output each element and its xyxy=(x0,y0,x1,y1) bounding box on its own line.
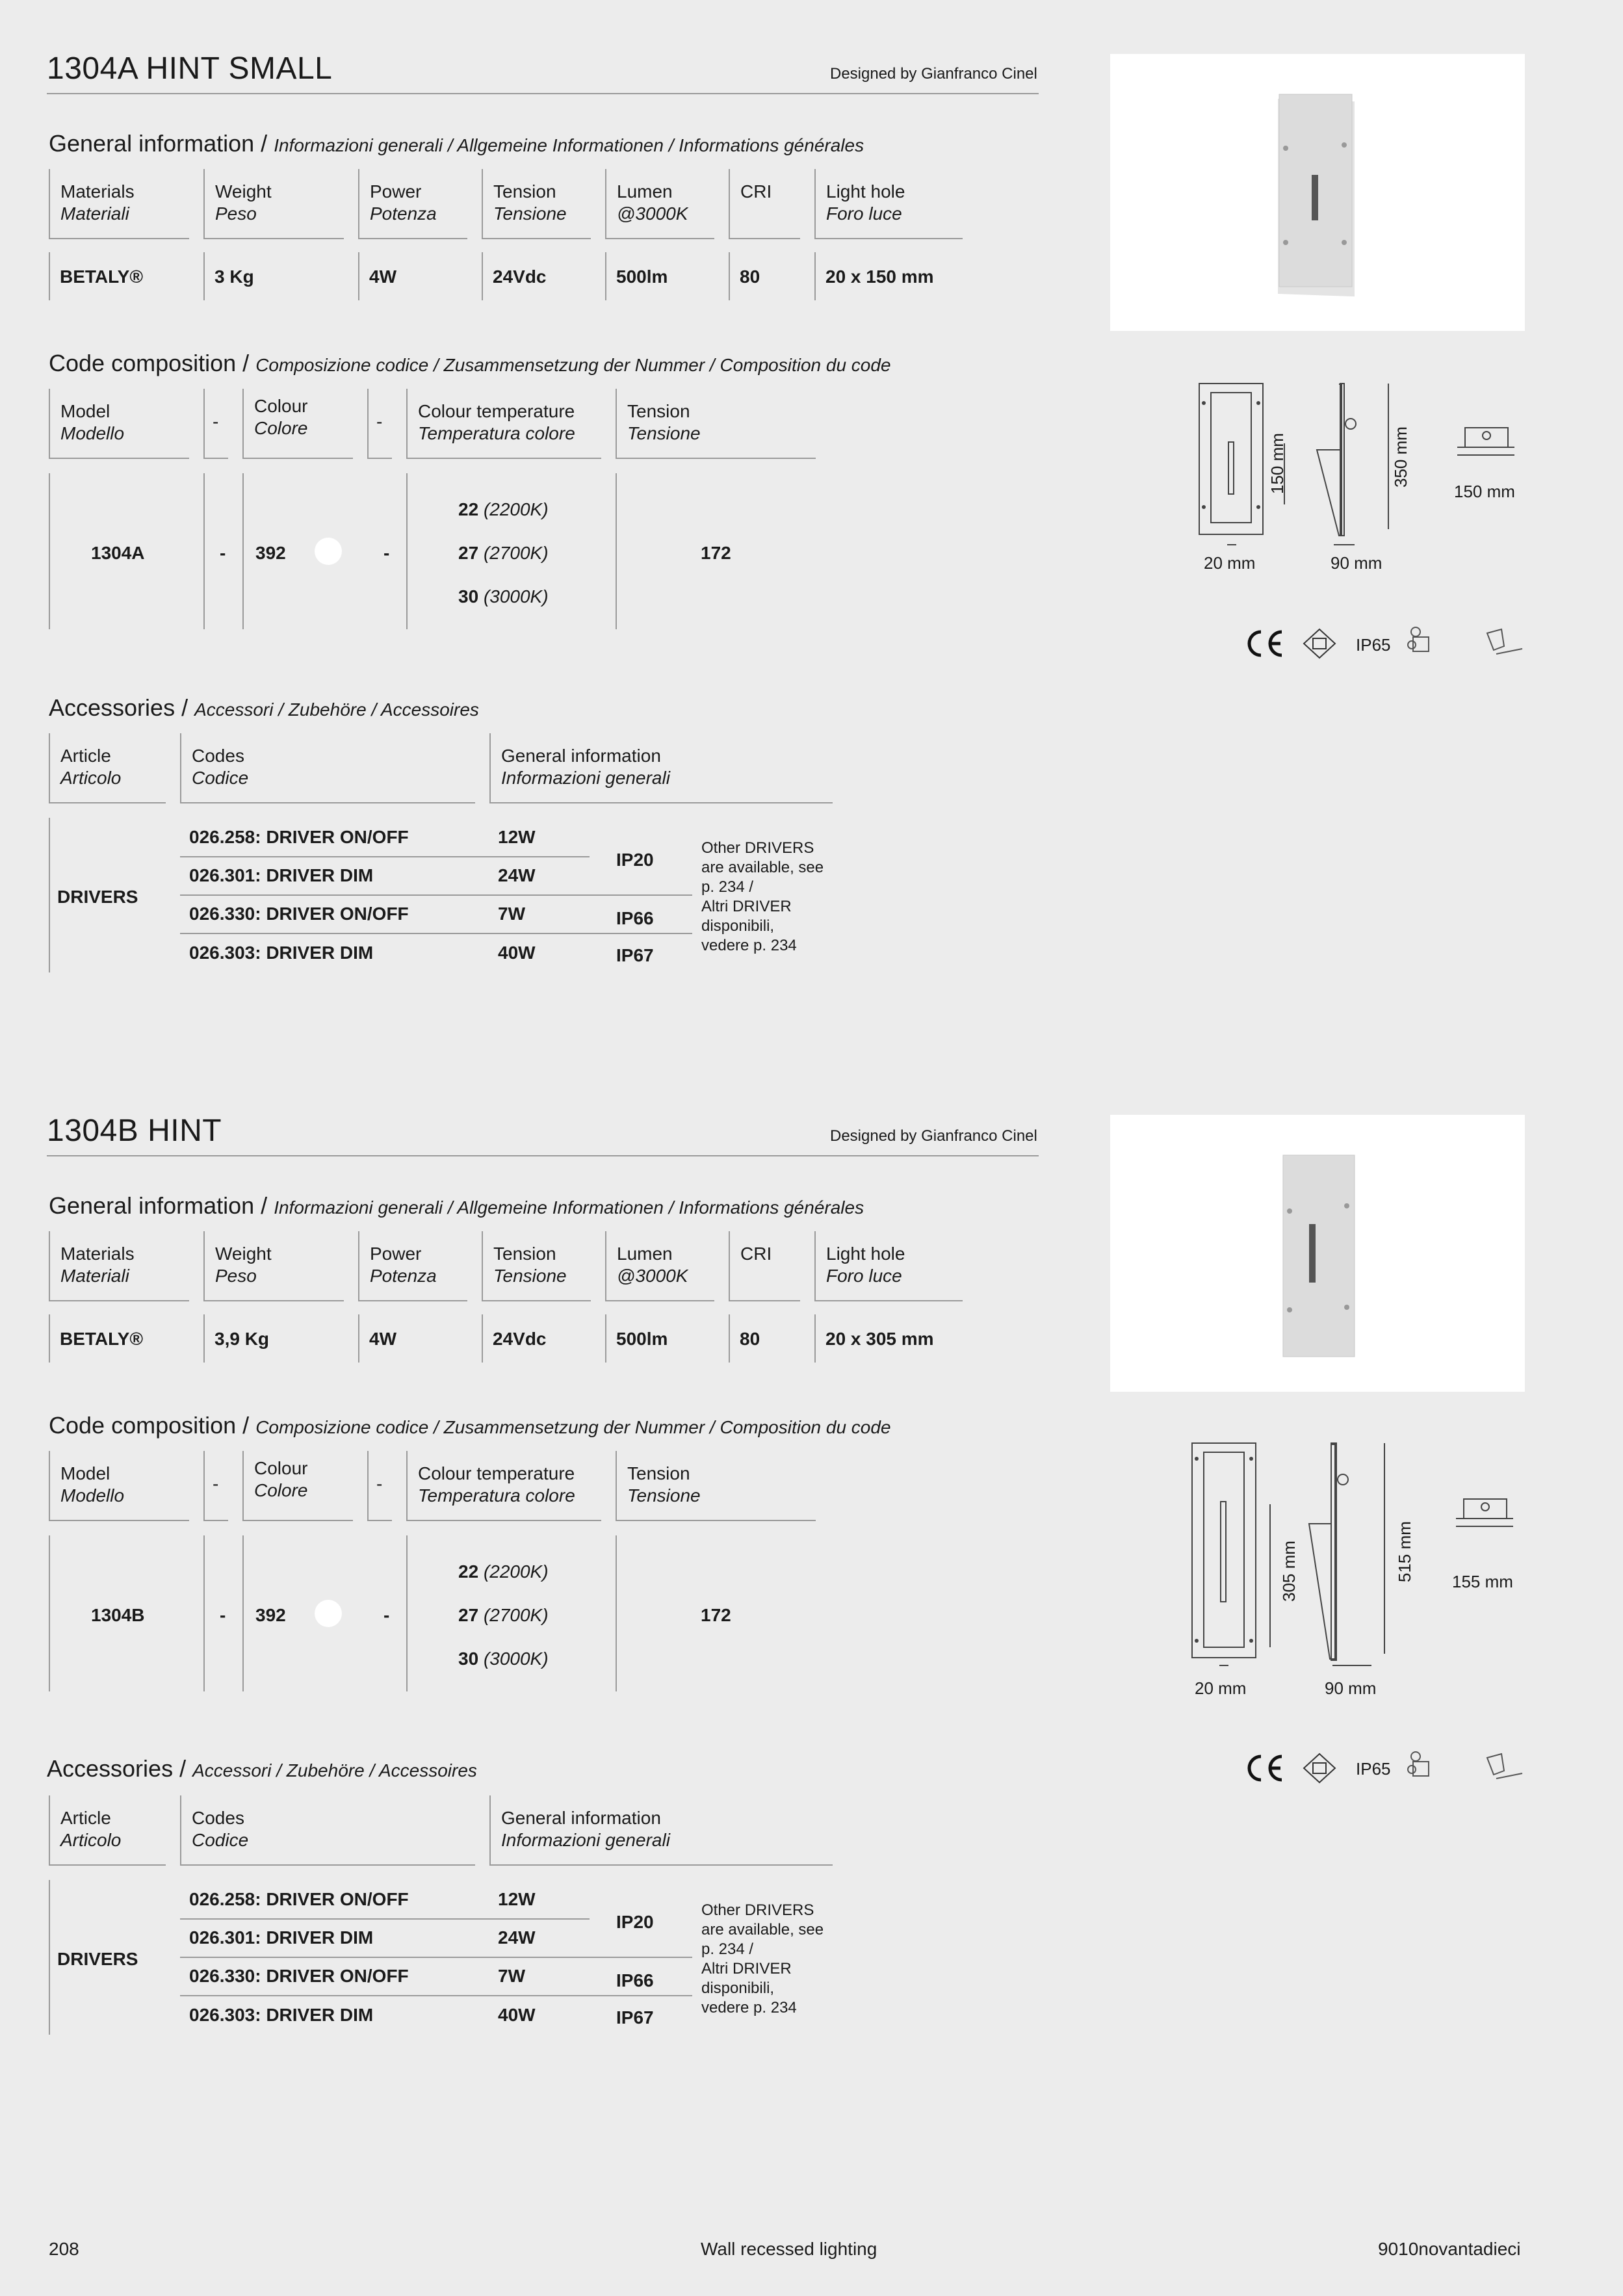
power-value: 4W xyxy=(369,1329,396,1349)
dimension-label: 20 mm xyxy=(1195,1678,1247,1698)
temp-option: 27 (2700K) xyxy=(458,1605,549,1625)
tension-code: 172 xyxy=(701,543,731,563)
ip-rating: IP66 xyxy=(616,1970,654,1990)
brand-name: 9010novantadieci xyxy=(1378,2239,1521,2259)
colour-code: 392 xyxy=(255,1605,286,1625)
accessory-article: DRIVERS xyxy=(57,887,138,907)
light-hole-value: 20 x 150 mm xyxy=(825,267,934,287)
cri-value: 80 xyxy=(740,267,760,287)
dimension-label: 150 mm xyxy=(1267,433,1287,494)
accessories-title: Accessories / Accessori / Zubehöre / Accessoires xyxy=(49,694,479,721)
colour-code: 392 xyxy=(255,543,286,563)
dimension-label: 20 mm xyxy=(1204,553,1256,573)
accessory-power: 24W xyxy=(498,865,536,885)
separator: - xyxy=(383,1605,390,1625)
product-photo xyxy=(1110,1115,1525,1392)
white-colour-swatch xyxy=(315,1600,342,1627)
product-photo xyxy=(1110,54,1525,331)
accessory-power: 40W xyxy=(498,2005,536,2025)
accessory-code: 026.301: DRIVER DIM xyxy=(189,1927,374,1948)
product-block-b: 1304B HINT Designed by Gianfranco Cinel General information / Informazioni generali / Allgemeine Informationen / Informations générales Materials Materiali Weight Peso Power Potenza Tension Tensione Lumen @3000K CRI Light hole Foro luce BETALY® 3,9 Kg 4W 24Vdc 500lm 80 20 x 305 mm Code composition / Composizione codice / Zusammensetzung der Nummer / Composition du code Model Modello - Colour Colore - Colour temperature Temperatura colore Tension Tensione 1304B - 392 - 22 (2200K) 27 (2700K) 30 (3000K) 172 Accessories / Accessori / Zubehöre / Accessoires Article Articolo Codes Codice General information Informazioni generali DRIVERS 026.258: DRIVER ON/OFF 12W 026.301: DRIVER DIM 24W 026.330: DRIVER ON/OFF 7W 026.303: DRIVER DIM 40W IP20 IP66 IP67 Other DRIVERS are available, see p. 234 / Altri DRIVER disponibili, vedere p. 234 20 mm 90 mm 155 mm 305 mm 515 mm IP65 xyxy=(0,1062,1623,2115)
separator: - xyxy=(220,1605,226,1625)
accessory-code: 026.330: DRIVER ON/OFF xyxy=(189,1966,409,1986)
dimension-label: 305 mm xyxy=(1279,1541,1299,1602)
tension-code: 172 xyxy=(701,1605,731,1625)
product-title: 1304A HINT SMALL xyxy=(47,51,333,86)
accessory-power: 40W xyxy=(498,943,536,963)
title-divider xyxy=(47,93,1039,94)
white-colour-swatch xyxy=(315,538,342,565)
cri-value: 80 xyxy=(740,1329,760,1349)
dimension-label: 150 mm xyxy=(1454,482,1515,501)
weight-value: 3 Kg xyxy=(214,267,254,287)
drivers-note: Other DRIVERS are available, see p. 234 / Altri DRIVER disponibili, vedere p. 234 xyxy=(701,1901,824,2016)
page-number: 208 xyxy=(49,2239,79,2259)
ip-rating: IP66 xyxy=(616,908,654,928)
separator: - xyxy=(220,543,226,563)
tension-value: 24Vdc xyxy=(493,1329,547,1349)
title-divider xyxy=(47,1155,1039,1156)
general-info-title: General information / Informazioni generali / Allgemeine Informationen / Informations générales xyxy=(49,1192,864,1219)
light-hole-value: 20 x 305 mm xyxy=(825,1329,934,1349)
temp-option: 22 (2200K) xyxy=(458,499,549,519)
code-composition-title: Code composition / Composizione codice / Zusammensetzung der Nummer / Composition du code xyxy=(49,350,891,376)
section-name: Wall recessed lighting xyxy=(701,2239,877,2259)
ip-rating: IP20 xyxy=(616,1912,654,1932)
model-code: 1304B xyxy=(91,1605,145,1625)
accessory-power: 7W xyxy=(498,904,525,924)
lumen-value: 500lm xyxy=(616,267,668,287)
accessory-power: 24W xyxy=(498,1927,536,1948)
drivers-note: Other DRIVERS are available, see p. 234 / Altri DRIVER disponibili, vedere p. 234 xyxy=(701,839,824,954)
accessory-code: 026.330: DRIVER ON/OFF xyxy=(189,904,409,924)
lumen-value: 500lm xyxy=(616,1329,668,1349)
temp-option: 27 (2700K) xyxy=(458,543,549,563)
ip-rating-label: IP65 xyxy=(1356,635,1391,655)
code-composition-title: Code composition / Composizione codice / Zusammensetzung der Nummer / Composition du code xyxy=(49,1412,891,1439)
dimension-label: 155 mm xyxy=(1452,1572,1513,1591)
model-code: 1304A xyxy=(91,543,145,563)
separator: - xyxy=(383,543,390,563)
ip-rating: IP20 xyxy=(616,850,654,870)
designer-credit: Designed by Gianfranco Cinel xyxy=(830,65,1037,83)
dimension-label: 90 mm xyxy=(1325,1678,1377,1698)
dimension-label: 515 mm xyxy=(1395,1521,1414,1582)
product-title: 1304B HINT xyxy=(47,1114,222,1148)
ip-rating-label: IP65 xyxy=(1356,1759,1391,1779)
accessories-title: Accessories / Accessori / Zubehöre / Accessoires xyxy=(47,1755,477,1782)
temp-option: 30 (3000K) xyxy=(458,1649,549,1669)
temp-option: 22 (2200K) xyxy=(458,1561,549,1582)
temp-option: 30 (3000K) xyxy=(458,586,549,607)
dimension-label: 350 mm xyxy=(1391,426,1410,488)
accessory-code: 026.303: DRIVER DIM xyxy=(189,2005,374,2025)
ip-rating: IP67 xyxy=(616,945,654,965)
accessory-power: 12W xyxy=(498,1889,536,1909)
product-block-a: 1304A HINT SMALL Designed by Gianfranco Cinel General information / Informazioni generali / Allgemeine Informationen / Informations générales Materials Materiali Weight Peso Power Potenza Tension Tensione Lumen @3000K CRI Light hole Foro luce BETALY® 3 Kg 4W 24Vdc 500lm 80 20 x 150 mm Code composition / Composizione codice / Zusammensetzung der Nummer / Composition du code Model Modello - Colour Colore - Colour temperature Temperatura colore Tension Tensione 1304A - 392 - 22 (2200K) 27 (2700K) 30 (3000K) 172 Accessories / Accessori / Zubehöre / Accessoires Article Articolo Codes Codice General information Informazioni generali DRIVERS 026.258: DRIVER ON/OFF 12W 026.301: DRIVER DIM 24W 026.330: DRIVER ON/OFF 7W 026.303: DRIVER DIM 40W IP20 IP66 IP67 Other DRIVERS are available, see p. 234 / Altri DRIVER disponibili, vedere p. 234 20 mm 90 mm 150 mm 150 mm 350 mm IP65 xyxy=(0,0,1623,1053)
accessory-article: DRIVERS xyxy=(57,1949,138,1969)
accessory-code: 026.303: DRIVER DIM xyxy=(189,943,374,963)
material-value: BETALY® xyxy=(60,267,143,287)
accessory-code: 026.301: DRIVER DIM xyxy=(189,865,374,885)
accessory-power: 7W xyxy=(498,1966,525,1986)
designer-credit: Designed by Gianfranco Cinel xyxy=(830,1127,1037,1145)
material-value: BETALY® xyxy=(60,1329,143,1349)
tension-value: 24Vdc xyxy=(493,267,547,287)
ip-rating: IP67 xyxy=(616,2007,654,2028)
general-info-title: General information / Informazioni generali / Allgemeine Informationen / Informations générales xyxy=(49,130,864,157)
accessory-power: 12W xyxy=(498,827,536,847)
dimension-label: 90 mm xyxy=(1331,553,1383,573)
power-value: 4W xyxy=(369,267,396,287)
accessory-code: 026.258: DRIVER ON/OFF xyxy=(189,1889,409,1909)
weight-value: 3,9 Kg xyxy=(214,1329,270,1349)
accessory-code: 026.258: DRIVER ON/OFF xyxy=(189,827,409,847)
technical-drawing xyxy=(1183,1439,1527,1680)
